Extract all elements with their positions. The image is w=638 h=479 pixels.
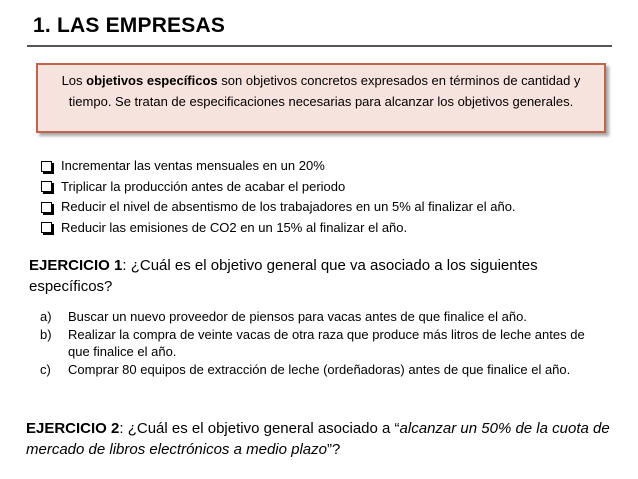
item-letter: b) [40,326,52,342]
list-item [40,308,600,326]
list-item [40,326,600,361]
list-item-text: Reducir las emisiones de CO2 en un 15% al finalizar el año. [61,219,408,235]
checkbox-bullet-icon [41,202,52,213]
exercise-2-pre: : ¿Cuál es el objetivo general asociado a “ [119,420,400,437]
definition-text: son objetivos concretos expresados en términos de cantidad y tiempo. Se tratan de especificaciones necesarias para alcanzar los objetivos generales. [68,73,581,109]
list-item [40,156,620,177]
checkbox-bullet-icon [41,161,52,172]
list-item [40,361,600,379]
exercise-2-quote: alcanzar un 50% de la cuota de mercado de libros electrónicos a medio plazo [26,420,610,458]
definition-box [36,63,606,133]
list-item-text: Reducir el nivel de absentismo de los trabajadores en un 5% al finalizar el año. [61,199,516,214]
definition-prefix: Los [61,73,87,88]
item-text: Realizar la compra de veinte vacas de otra raza que produce más litros de leche antes de que finalice el año. [68,326,585,359]
exercise-1 [29,255,609,297]
title-underline [27,45,612,47]
item-letter: c) [40,361,51,377]
exercise-2 [26,418,626,460]
list-item [40,177,620,198]
definition-term: objetivos específicos [86,73,218,88]
item-text: Buscar un nuevo proveedor de piensos para vacas antes de que finalice el año. [68,309,527,324]
exercise-1-items [40,308,600,378]
item-letter: a) [40,309,52,324]
exercise-1-label: EJERCICIO 1 [29,257,123,274]
exercise-2-post: ”? [327,441,341,458]
list-item-text: Incrementar las ventas mensuales en un 20% [61,158,325,173]
checkbox-bullet-icon [41,181,52,192]
list-item [40,218,620,239]
exercise-2-label: EJERCICIO 2 [26,420,120,437]
list-item-text: Triplicar la producción antes de acabar el periodo [61,178,346,194]
checkbox-bullet-icon [41,222,52,233]
list-item [40,197,620,218]
slide-title: 1. LAS EMPRESAS [33,14,226,37]
item-text: Comprar 80 equipos de extracción de leche (ordeñadoras) antes de que finalice el año. [68,361,571,377]
exercise-1-question: : ¿Cuál es el objetivo general que va asociado a los siguientes específicos? [29,257,538,295]
examples-list [40,156,620,238]
